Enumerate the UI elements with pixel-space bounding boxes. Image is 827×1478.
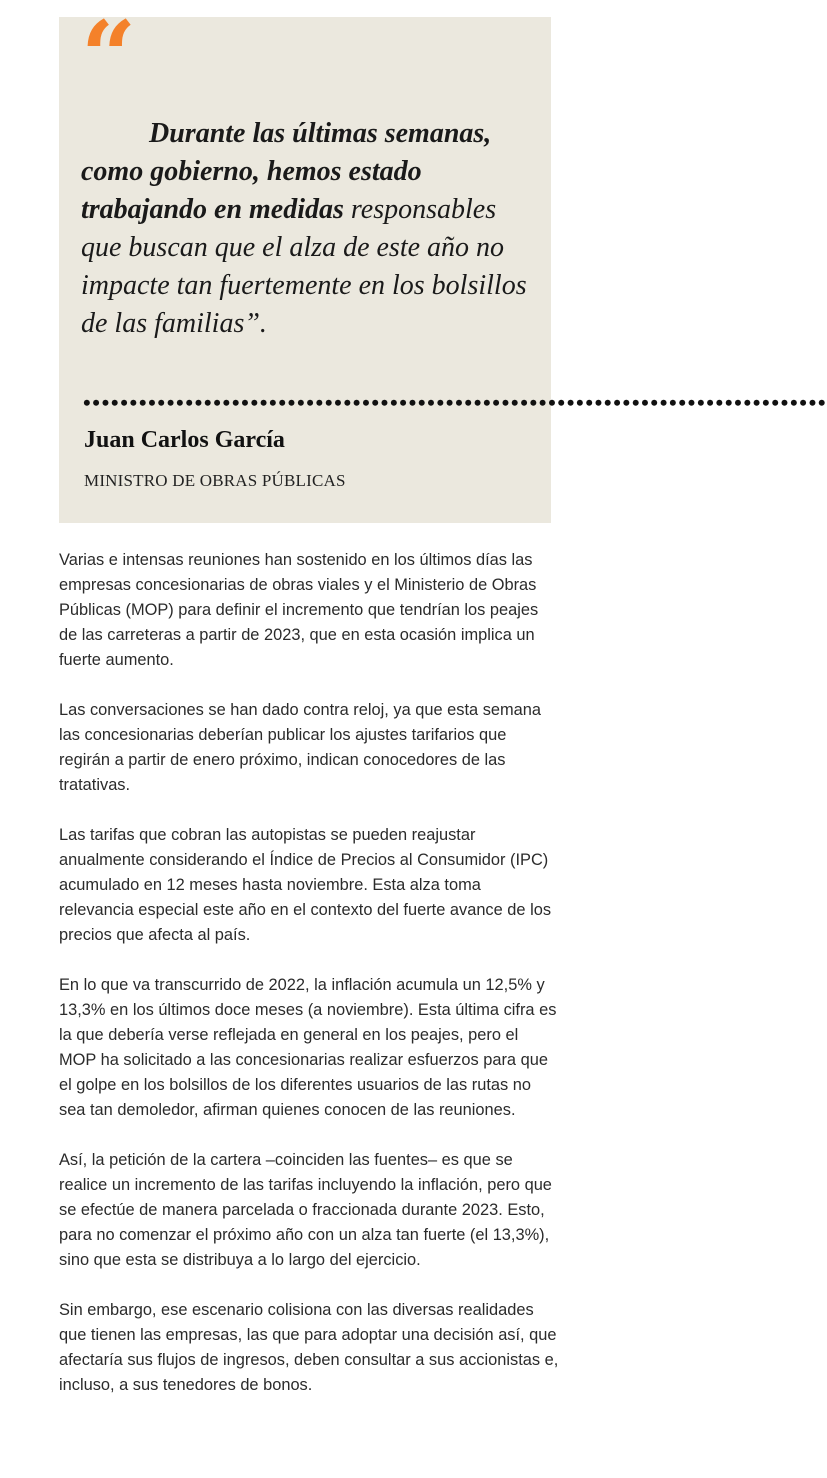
quote-divider: •••••••••••••••••••••••••••••••••••••••••••••••••••••••••••••••••••••••••••••••• <box>83 390 827 415</box>
pull-quote-box <box>59 0 827 523</box>
article-paragraph: Así, la petición de la cartera –coinciden las fuentes– es que se realice un incremento de las tarifas incluyendo la inflación, pero que se efectúe de manera parcelada o fraccionada durante 2023. Esto, para no comenzar el próximo año con un alza tan fuerte (el 13,3%), sino que esta se distribuya a lo largo del ejercicio. <box>59 1151 552 1269</box>
article-paragraph: Varias e intensas reuniones han sostenido en los últimos días las empresas concesionarias de obras viales y el Ministerio de Obras Públicas (MOP) para definir el incremento que tendrían los peajes de las carreteras a partir de 2023, que en esta ocasión implica un fuerte aumento. <box>59 551 539 669</box>
quote-author: Juan Carlos García <box>84 427 285 453</box>
quote-mark-icon: “ <box>81 0 137 113</box>
article-body <box>59 548 559 1423</box>
quote-author-role: MINISTRO DE OBRAS PÚBLICAS <box>84 471 346 490</box>
article-paragraph: Las conversaciones se han dado contra reloj, ya que esta semana las concesionarias deberían publicar los ajustes tarifarios que regirán a partir de enero próximo, indican conocedores de las tratativas. <box>59 701 542 794</box>
quote-text <box>81 115 531 343</box>
article-paragraph: Las tarifas que cobran las autopistas se pueden reajustar anualmente considerando el Índice de Precios al Consumidor (IPC) acumulado en 12 meses hasta noviembre. Esta alza toma relevancia especial este año en el contexto del fuerte avance de los precios que afecta al país. <box>59 826 552 944</box>
article-paragraph: En lo que va transcurrido de 2022, la inflación acumula un 12,5% y 13,3% en los últimos doce meses (a noviembre). Esta última cifra es la que debería verse reflejada en general en los peajes, pero el MOP ha solicitado a las concesionarias realizar esfuerzos para que el golpe en los bolsillos de los diferentes usuarios de las rutas no sea tan demoledor, afirman quienes conocen de las reuniones. <box>59 976 557 1119</box>
quote-text-bold: Durante las últimas semanas, como gobierno, hemos estado trabajando en medidas <box>81 118 492 225</box>
article-paragraph: Sin embargo, ese escenario colisiona con las diversas realidades que tienen las empresas, las que para adoptar una decisión así, que afectaría sus flujos de ingresos, deben consultar a sus accionistas e, incluso, a sus tenedores de bonos. <box>59 1301 559 1394</box>
quote-text-regular: responsables que buscan que el alza de este año no impacte tan fuertemente en los bolsillos de las familias”. <box>81 194 527 339</box>
